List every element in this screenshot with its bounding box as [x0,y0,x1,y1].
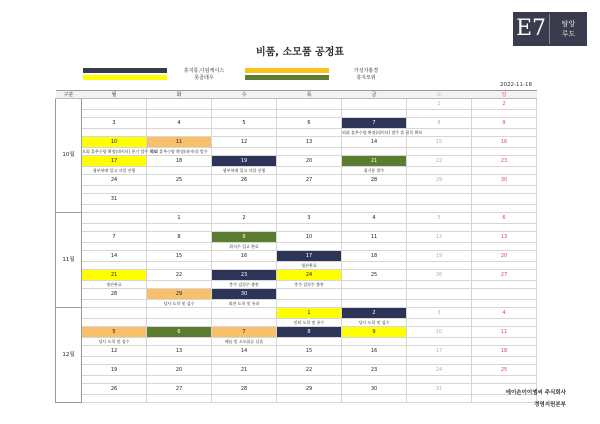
day-cell: 19 [82,365,147,376]
event-cell [407,357,472,365]
day-cell: 30 [342,384,407,395]
event-row [56,319,537,327]
legend-item-2 [245,67,403,74]
event-cell [147,395,212,403]
day-cell: 16 [342,346,407,357]
day-cell: 7 [342,118,407,129]
day-cell: 29 [407,175,472,186]
day-cell: 29 [277,384,342,395]
event-cell [407,300,472,308]
event-cell: 외회 휴추수양 확정(데이터) 발주 휴 품목 확보 [342,130,423,135]
event-row [56,205,537,213]
logo-text-line1: 탐앙 [561,20,576,28]
day-cell: 12 [82,346,147,357]
event-cell [147,110,212,118]
day-cell: 24 [407,365,472,376]
event-cell: 위지주 입고 완료 [212,243,277,251]
day-cell: 19 [212,156,277,167]
day-cell: 30 [212,289,277,300]
event-cell [407,167,472,175]
day-cell: 2 [212,213,277,224]
event-cell [342,110,407,118]
event-cell [147,224,212,232]
week-row [56,251,537,262]
event-cell [82,300,147,308]
event-cell [147,357,212,365]
event-cell [407,110,472,118]
day-cell: 23 [472,156,537,167]
event-cell: 당사 도착 및 검수 [342,319,407,327]
day-cell [342,99,407,110]
week-row [56,232,537,243]
day-cell [407,289,472,300]
event-cell [342,281,407,289]
day-cell: 20 [472,251,537,262]
event-cell [212,205,277,213]
month-label: 10월 [56,99,82,213]
day-cell: 31 [407,384,472,395]
legend-label: 휴지통,디딤케이스 [183,68,225,74]
day-cell: 11 [342,232,407,243]
event-cell [407,395,472,403]
day-cell: 24 [277,270,342,281]
event-cell [277,357,342,365]
event-cell: 충주 검각주 출봉 [277,281,342,289]
logo-mark: E7 [513,14,550,44]
legend-item-4 [245,74,403,81]
event-cell: 충주 검각주 출봉 [212,281,277,289]
day-cell: 24 [82,175,147,186]
event-cell [407,205,472,213]
day-cell [147,308,212,319]
event-cell [147,167,212,175]
event-cell [82,319,147,327]
day-cell: 12 [212,137,277,148]
event-row [56,338,537,346]
event-cell [82,129,147,137]
day-cell: 8 [407,118,472,129]
day-cell: 28 [82,289,147,300]
day-cell: 29 [147,289,212,300]
day-cell: 6 [277,118,342,129]
event-cell [147,281,212,289]
event-row [56,357,537,365]
day-cell: 26 [82,384,147,395]
day-cell [82,99,147,110]
day-cell: 31 [82,194,147,205]
week-row [56,289,537,300]
day-cell: 20 [277,156,342,167]
event-row [56,376,537,384]
event-cell [472,338,537,346]
day-cell: 21 [212,365,277,376]
legend-label: 롯골데우 [194,75,214,81]
event-cell [472,148,537,156]
day-cell [82,213,147,224]
event-row [56,110,537,118]
day-cell: 15 [277,346,342,357]
day-cell: 17 [82,156,147,167]
calendar-body [56,99,537,403]
day-cell [212,308,277,319]
event-cell [147,186,212,194]
event-cell [82,205,147,213]
day-cell: 21 [82,270,147,281]
day-cell: 4 [472,308,537,319]
week-row [56,194,537,205]
day-cell: 25 [472,365,537,376]
event-cell [147,376,212,384]
event-cell [277,167,342,175]
event-row [56,243,537,251]
logo-text-line2: 루도 [561,30,576,38]
event-cell [472,281,537,289]
event-row [56,281,537,289]
day-cell: 2 [472,99,537,110]
event-cell [212,186,277,194]
event-cell: 협부처에 입고 자업 진행 [82,167,147,175]
event-row [56,148,537,156]
event-cell [472,129,537,137]
day-cell: 14 [82,251,147,262]
event-cell [277,186,342,194]
event-row [56,300,537,308]
day-cell: 23 [212,270,277,281]
event-cell [82,186,147,194]
event-cell: 당사 도착 및 검수 [82,338,147,346]
day-cell: 13 [277,137,342,148]
event-row [56,224,537,232]
event-row [56,129,537,137]
event-cell [212,376,277,384]
header-cell: 화 [147,91,212,99]
event-cell [212,148,277,156]
event-cell [277,148,342,156]
event-cell: 당사 도착 및 검수 [147,300,212,308]
week-row [56,156,537,167]
event-cell [472,110,537,118]
day-cell [82,308,147,319]
event-cell [82,243,147,251]
day-cell: 10 [407,327,472,338]
footer-company: 에이손이이엠씨 주식회사 [505,390,566,396]
week-row [56,365,537,376]
day-cell: 26 [212,175,277,186]
event-cell [147,243,212,251]
event-cell [82,376,147,384]
day-cell [472,289,537,300]
event-cell [277,338,342,346]
day-cell: 25 [147,175,212,186]
event-row [56,186,537,194]
legend-item-3 [83,74,241,81]
day-cell: 2 [342,308,407,319]
event-cell [472,167,537,175]
day-cell: 3 [407,308,472,319]
event-row [56,262,537,270]
event-cell: 생산완료 [277,262,342,270]
week-row [56,270,537,281]
header-cell: 구분 [56,91,82,99]
event-cell [342,224,407,232]
event-cell [277,300,342,308]
day-cell: 8 [277,327,342,338]
event-cell: 협부처에 입고 자업 진행 [212,167,277,175]
event-cell [212,110,277,118]
event-cell [277,395,342,403]
event-cell [472,224,537,232]
day-cell: 25 [342,270,407,281]
day-cell [407,194,472,205]
event-cell [277,129,342,137]
day-cell [147,194,212,205]
event-cell [277,205,342,213]
event-cell [82,395,147,403]
day-cell: 28 [212,384,277,395]
event-cell [472,319,537,327]
day-cell: 6 [147,327,212,338]
event-row [56,167,537,175]
day-cell: 9 [212,232,277,243]
event-cell [407,148,472,156]
day-cell: 5 [82,327,147,338]
day-cell [277,194,342,205]
event-cell [82,224,147,232]
day-cell: 1 [407,99,472,110]
day-cell: 20 [147,365,212,376]
day-cell: 27 [472,270,537,281]
event-cell [472,205,537,213]
event-cell [342,205,407,213]
day-cell: 27 [147,384,212,395]
logo-text [550,19,587,39]
document-date: 2022-11-18 [500,82,532,88]
legend-swatch [245,75,329,80]
day-cell: 16 [472,137,537,148]
day-cell: 6 [472,213,537,224]
event-cell [342,300,407,308]
day-cell: 16 [212,251,277,262]
event-cell [82,357,147,365]
day-cell: 14 [342,137,407,148]
header-cell: 일 [472,91,537,99]
day-cell: 1 [147,213,212,224]
event-cell [147,262,212,270]
event-cell [472,262,537,270]
legend-label: 휴지모위 [356,75,376,81]
event-cell [147,319,212,327]
day-cell [212,99,277,110]
day-cell [147,99,212,110]
event-cell [212,319,277,327]
day-cell: 4 [147,118,212,129]
document-title: 비품, 소모품 공정표 [255,47,345,58]
week-row [56,99,537,110]
legend-swatch [245,68,329,73]
day-cell: 22 [407,156,472,167]
event-cell [212,262,277,270]
event-cell [277,224,342,232]
day-cell: 26 [407,270,472,281]
header-cell: 목 [277,91,342,99]
day-cell: 4 [342,213,407,224]
day-cell: 11 [472,327,537,338]
event-cell [342,376,407,384]
event-cell [472,376,537,384]
event-cell [277,376,342,384]
day-cell: 14 [212,346,277,357]
event-row [56,395,537,403]
event-cell: 생산완료 [82,281,147,289]
event-cell [407,281,472,289]
day-cell: 1 [277,308,342,319]
day-cell [277,99,342,110]
day-cell [212,194,277,205]
event-cell [407,319,472,327]
day-cell: 22 [147,270,212,281]
event-cell [342,186,407,194]
event-cell [342,243,407,251]
day-cell: 17 [407,346,472,357]
day-cell [342,289,407,300]
day-cell: 30 [472,175,537,186]
day-cell: 18 [147,156,212,167]
day-cell: 13 [147,346,212,357]
day-cell: 12 [407,232,472,243]
event-cell [407,243,472,251]
week-row [56,384,537,395]
event-cell [407,224,472,232]
event-cell [212,357,277,365]
event-cell [407,262,472,270]
day-cell: 15 [407,137,472,148]
header-row [56,91,537,99]
schedule-table [55,90,537,403]
event-cell [212,395,277,403]
header-cell: 토 [407,91,472,99]
day-cell: 19 [407,251,472,262]
event-cell [342,262,407,270]
day-cell: 7 [212,327,277,338]
week-row [56,118,537,129]
header-cell: 월 [82,91,147,99]
event-cell: 배롭 및 소모품류 납품 [212,338,277,346]
event-cell [82,110,147,118]
day-cell: 8 [147,232,212,243]
day-cell: 9 [472,118,537,129]
day-cell: 9 [342,327,407,338]
event-cell [407,338,472,346]
footer-dept: 경영지원본부 [534,402,566,408]
week-row [56,308,537,319]
event-cell [472,300,537,308]
event-cell: 오회 휴추수양 확정(데이터) 흥기 발주 확보 [82,149,158,154]
event-cell: 위기용 발주 [342,167,407,175]
legend-swatch [83,75,167,80]
day-cell: 10 [277,232,342,243]
legend-item-1 [83,67,241,74]
company-logo [513,12,587,46]
day-cell: 22 [277,365,342,376]
day-cell: 5 [212,118,277,129]
event-cell [472,186,537,194]
event-cell [472,243,537,251]
event-cell [82,262,147,270]
week-row [56,137,537,148]
day-cell [472,194,537,205]
event-cell [147,338,212,346]
legend-swatch [83,68,167,73]
event-cell [277,110,342,118]
day-cell: 15 [147,251,212,262]
event-cell: 목회 휴추수양 확정(데이터) 발주 [147,148,212,156]
day-cell: 23 [342,365,407,376]
legend-label: 가성자홍경 [353,68,379,74]
day-cell: 21 [342,156,407,167]
day-cell: 3 [82,118,147,129]
day-cell: 27 [277,175,342,186]
event-cell [472,357,537,365]
event-cell [342,357,407,365]
day-cell: 17 [277,251,342,262]
day-cell: 5 [407,213,472,224]
event-cell [342,148,407,156]
event-cell: 외관 도착 및 통과 [212,300,277,308]
day-cell: 3 [277,213,342,224]
event-cell [212,129,277,137]
day-cell: 7 [82,232,147,243]
month-label: 11월 [56,213,82,308]
event-cell [407,376,472,384]
day-cell: 13 [472,232,537,243]
event-cell [342,395,407,403]
event-cell [212,224,277,232]
header-cell: 수 [212,91,277,99]
week-row [56,175,537,186]
header-cell: 금 [342,91,407,99]
week-row [56,327,537,338]
day-cell: 11 [147,137,212,148]
day-cell [277,289,342,300]
event-cell [342,338,407,346]
day-cell: 18 [342,251,407,262]
day-cell [342,194,407,205]
event-cell [277,243,342,251]
event-cell [147,205,212,213]
week-row [56,346,537,357]
day-cell: 10 [82,137,147,148]
event-cell [147,129,212,137]
event-cell [407,186,472,194]
day-cell: 18 [472,346,537,357]
event-cell: 인외 도착 및 통수 [277,319,342,327]
week-row [56,213,537,224]
month-label: 12월 [56,308,82,403]
day-cell: 28 [342,175,407,186]
